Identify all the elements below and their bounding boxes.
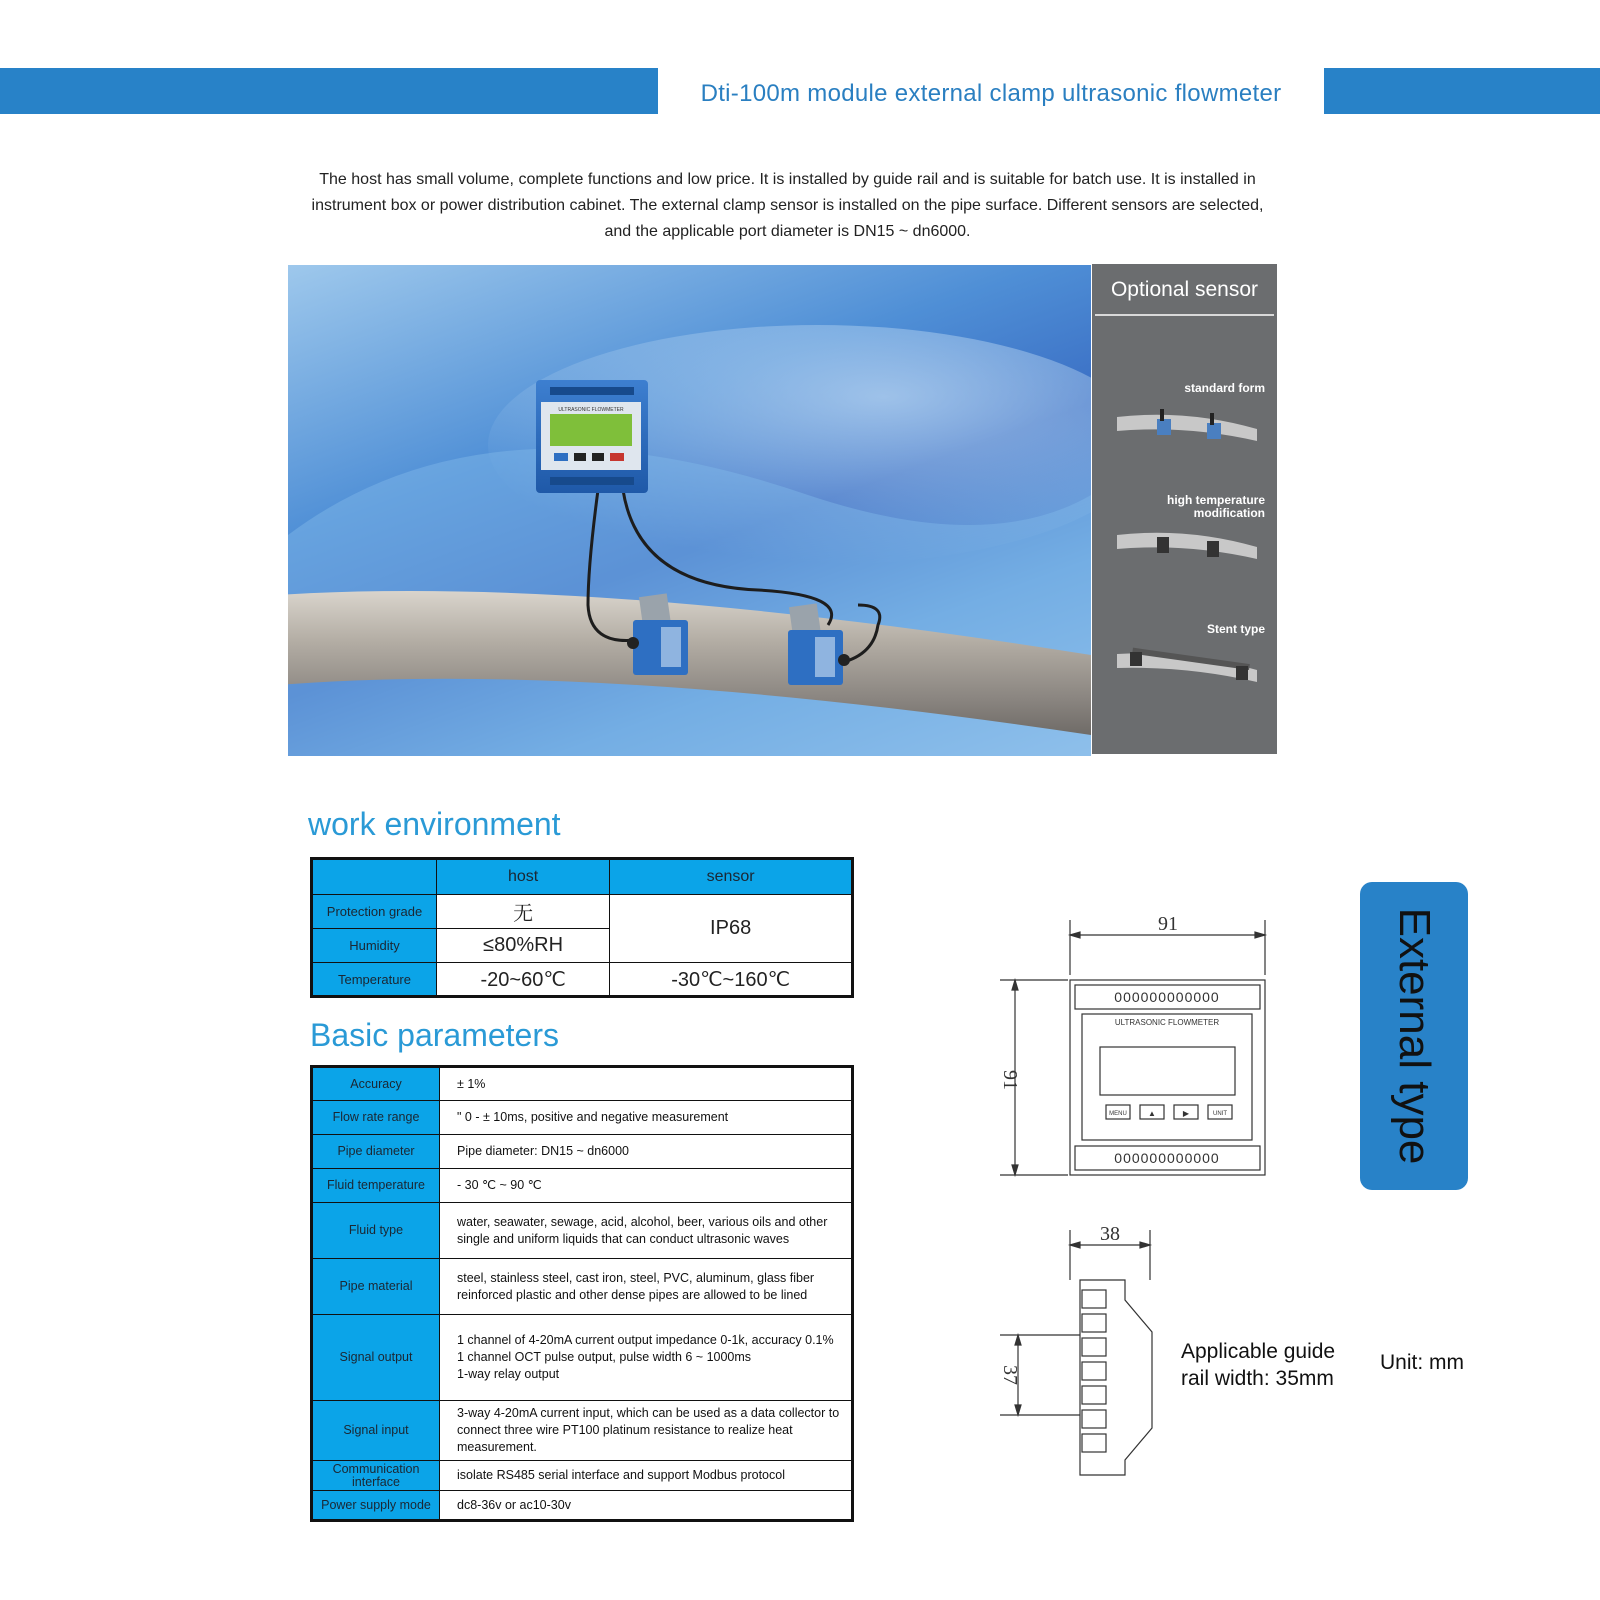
hero-illustration	[288, 265, 1091, 756]
param-value: water, seawater, sewage, acid, alcohol, beer, various oils and other single and uniform liquids that can conduct ultrasonic waves	[440, 1203, 853, 1259]
panel-label: ULTRASONIC FLOWMETER	[1114, 1018, 1220, 1027]
width-dimension: 91	[1158, 913, 1178, 935]
row-label-temperature: Temperature	[312, 963, 437, 997]
flowmeter-device	[536, 380, 648, 493]
temperature-host-value: -20~60℃	[437, 963, 610, 997]
row-label-humidity: Humidity	[312, 929, 437, 963]
standard-sensor-image	[1112, 399, 1262, 459]
param-value	[440, 1315, 853, 1401]
work-environment-table	[310, 857, 854, 998]
basic-parameters-table	[310, 1065, 854, 1522]
divider	[1095, 314, 1274, 316]
high-temperature-sensor-image	[1112, 521, 1262, 581]
param-value: isolate RS485 serial interface and support Modbus protocol	[440, 1461, 853, 1491]
param-value: Pipe diameter: DN15 ~ dn6000	[440, 1135, 853, 1169]
signal-output-line: 1-way relay output	[457, 1367, 560, 1381]
param-label: Fluid type	[312, 1203, 440, 1259]
param-value: dc8-36v or ac10-30v	[440, 1491, 853, 1521]
sensor-label-standard: standard form	[1184, 381, 1265, 395]
row-label-protection: Protection grade	[312, 895, 437, 929]
signal-output-line: 1 channel of 4-20mA current output impedance 0-1k, accuracy 0.1%	[457, 1333, 834, 1347]
optional-sensor-title: Optional sensor	[1110, 278, 1259, 301]
terminal-row-top: 000000000000	[1114, 989, 1220, 1005]
work-environment-title: work environment	[308, 806, 561, 842]
external-type-label: External type	[1390, 907, 1439, 1165]
height-dimension: 91	[999, 1070, 1021, 1090]
up-key: ▲	[1148, 1109, 1156, 1118]
param-value: 3-way 4-20mA current input, which can be used as a data collector to connect three wire PT100 platinum resistance to realize heat measurement.	[440, 1401, 853, 1461]
rail-dimension: 37	[999, 1365, 1021, 1385]
protection-host-value: 无	[437, 895, 610, 929]
terminal-row-bottom: 000000000000	[1114, 1150, 1220, 1166]
param-label: Signal input	[312, 1401, 440, 1461]
param-value: steel, stainless steel, cast iron, steel, PVC, aluminum, glass fiber reinforced plastic and other dense pipes are allowed to be lined	[440, 1259, 853, 1315]
param-label: Pipe diameter	[312, 1135, 440, 1169]
table-header-sensor: sensor	[610, 859, 853, 895]
right-key: ▶	[1182, 1109, 1190, 1118]
basic-parameters-title: Basic parameters	[310, 1017, 559, 1053]
depth-dimension: 38	[1100, 1223, 1120, 1245]
param-value: - 30 ℃ ~ 90 ℃	[440, 1169, 853, 1203]
stent-sensor-image	[1112, 642, 1262, 702]
guide-rail-line: Applicable guide	[1181, 1340, 1336, 1363]
hero-product-image	[288, 265, 1091, 756]
param-label: Flow rate range	[312, 1101, 440, 1135]
unit-key: UNIT	[1213, 1111, 1227, 1117]
optional-sensor-panel	[1092, 264, 1277, 754]
menu-key: MENU	[1109, 1111, 1127, 1117]
table-header-empty	[312, 859, 437, 895]
param-label: Signal output	[312, 1315, 440, 1401]
sensor-label-stent: Stent type	[1206, 622, 1265, 636]
external-type-tab	[1360, 882, 1468, 1190]
table-header-host: host	[437, 859, 610, 895]
param-value: " 0 - ± 10ms, positive and negative measurement	[440, 1101, 853, 1135]
intro-paragraph: The host has small volume, complete functions and low price. It is installed by guide rail and is suitable for batch use. It is installed in instrument box or power distribution cabinet. The external clamp sensor is installed on the pipe surface. Different sensors are selected, and the applicable port diameter is DN15 ~ dn6000.	[311, 171, 1264, 240]
param-label: Pipe material	[312, 1259, 440, 1315]
signal-output-line: 1 channel OCT pulse output, pulse width 6 ~ 1000ms	[457, 1350, 752, 1364]
param-label: Accuracy	[312, 1067, 440, 1101]
param-label: Communication interface	[312, 1461, 440, 1491]
unit-note: Unit: mm	[1380, 1351, 1464, 1374]
guide-rail-note	[1181, 1338, 1335, 1392]
banner-bar-left	[0, 68, 658, 114]
humidity-host-value: ≤80%RH	[437, 929, 610, 963]
page-title: Dti-100m module external clamp ultrasonic flowmeter	[700, 80, 1282, 107]
device-caption: ULTRASONIC FLOWMETER	[558, 407, 624, 413]
sensor-ip-value: IP68	[610, 895, 853, 963]
temperature-sensor-value: -30℃~160℃	[610, 963, 853, 997]
sensor-label-high-temp: high temperature modification	[1166, 493, 1265, 520]
dimension-drawing	[980, 900, 1280, 1480]
banner-bar-right	[1324, 68, 1600, 114]
param-label: Power supply mode	[312, 1491, 440, 1521]
param-value: ± 1%	[440, 1067, 853, 1101]
guide-rail-line: rail width: 35mm	[1181, 1367, 1334, 1390]
param-label: Fluid temperature	[312, 1169, 440, 1203]
